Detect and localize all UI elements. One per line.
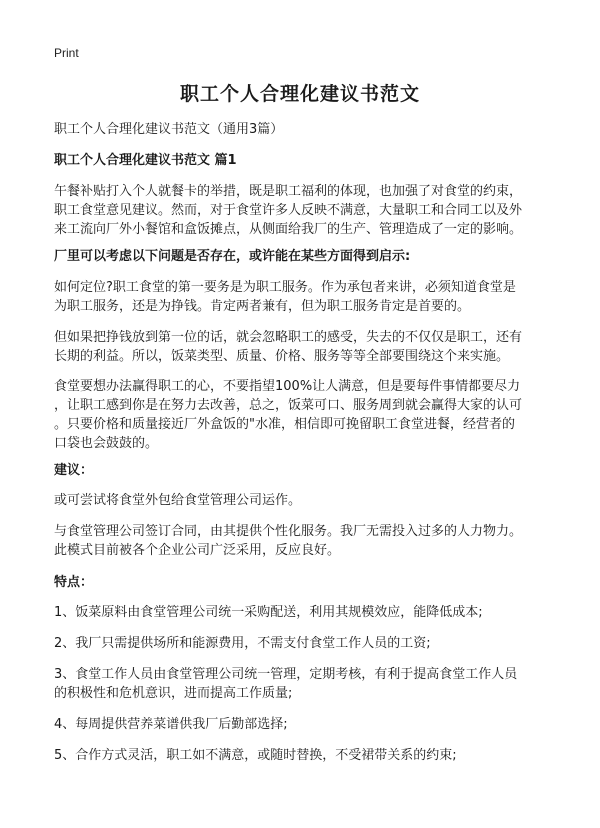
list-item: 的积极性和危机意识，进而提高工作质量; — [54, 686, 293, 701]
question-heading-text: 厂里可以考虑以下问题是否存在，或许能在某些方面得到启示: — [54, 249, 411, 264]
paragraph-win-hearts — [54, 377, 554, 453]
paragraph-line: 为职工服务，还是为挣钱。肯定两者兼有，但为职工服务肯定是首要的。 — [54, 299, 471, 314]
list-item: 1、饭菜原料由食堂管理公司统一采购配送，利用其规模效应，能降低成本; — [54, 605, 483, 620]
list-item: 4、每周提供营养菜谱供我厂后勤部选择; — [54, 717, 288, 732]
paragraph-line: 但如果把挣钱放到第一位的话，就会忽略职工的感受，失去的不仅仅是职工，还有 — [54, 330, 523, 345]
paragraph-line: 来工流向厂外小餐馆和盒饭摊点，从侧面给我厂的生产、管理造成了一定的影响。 — [54, 222, 523, 237]
paragraph-priorities — [54, 328, 554, 366]
section-heading — [54, 151, 554, 170]
paragraph-line: ，让职工感到你是在努力去改善，总之，饭菜可口、服务周到就会赢得大家的认可 — [54, 398, 523, 413]
paragraph-line: 长期的利益。所以，饭菜类型、质量、价格、服务等等全部要围绕这个来实施。 — [54, 349, 510, 364]
intro-paragraph — [54, 182, 554, 239]
paragraph-line: 食堂要想办法赢得职工的心，不要指望100%让人满意，但是要每件事情都要尽力 — [54, 379, 521, 394]
feature-item-2 — [54, 634, 554, 653]
paragraph-line: 职工食堂意见建议。然而，对于食堂许多人反映不满意，大量职工和合同工以及外 — [54, 203, 523, 218]
section-heading-text: 职工个人合理化建议书范文 篇1 — [54, 153, 237, 168]
feature-item-1 — [54, 603, 554, 622]
paragraph-line: 与食堂管理公司签订合同，由其提供个性化服务。我厂无需投入过多的人力物力。 — [54, 524, 523, 539]
paragraph-line: 午餐补贴打入个人就餐卡的举措，既是职工福利的体现，也加强了对食堂的约束， — [54, 184, 523, 199]
paragraph-line: 或可尝试将食堂外包给食堂管理公司运作。 — [54, 493, 302, 508]
feature-item-4 — [54, 715, 554, 734]
list-item: 3、食堂工作人员由食堂管理公司统一管理，定期考核，有利于提高食堂工作人员 — [54, 667, 518, 682]
features-heading-text: 特点： — [54, 575, 94, 590]
features-heading — [54, 573, 554, 592]
feature-item-3 — [54, 665, 554, 703]
suggestion-paragraph — [54, 491, 554, 510]
paragraph-line: 。只要价格和质量接近厂外盒饭的"水准，相信即可挽留职工食堂进餐，经营者的 — [54, 417, 515, 432]
paragraph-line: 此模式目前被各个企业公司广泛采用，反应良好。 — [54, 543, 341, 558]
paragraph-outsourcing — [54, 522, 554, 560]
list-item: 2、我厂只需提供场所和能源费用，不需支付食堂工作人员的工资; — [54, 636, 431, 651]
paragraph-positioning — [54, 278, 554, 316]
print-link[interactable]: Print — [54, 46, 79, 60]
document-subtitle — [54, 120, 554, 139]
suggestion-heading-text: 建议： — [54, 463, 94, 478]
feature-item-5 — [54, 746, 554, 765]
paragraph-line: 口袋也会鼓鼓的。 — [54, 436, 159, 451]
list-item: 5、合作方式灵活，职工如不满意，或随时替换，不受裙带关系的约束; — [54, 748, 457, 763]
suggestion-heading — [54, 461, 554, 480]
document-title: 职工个人合理化建议书范文 — [179, 83, 420, 105]
question-heading — [54, 247, 554, 266]
subtitle-text: 职工个人合理化建议书范文（通用3篇） — [54, 122, 284, 137]
paragraph-line: 如何定位?职工食堂的第一要务是为职工服务。作为承包者来讲，必须知道食堂是 — [54, 280, 516, 295]
